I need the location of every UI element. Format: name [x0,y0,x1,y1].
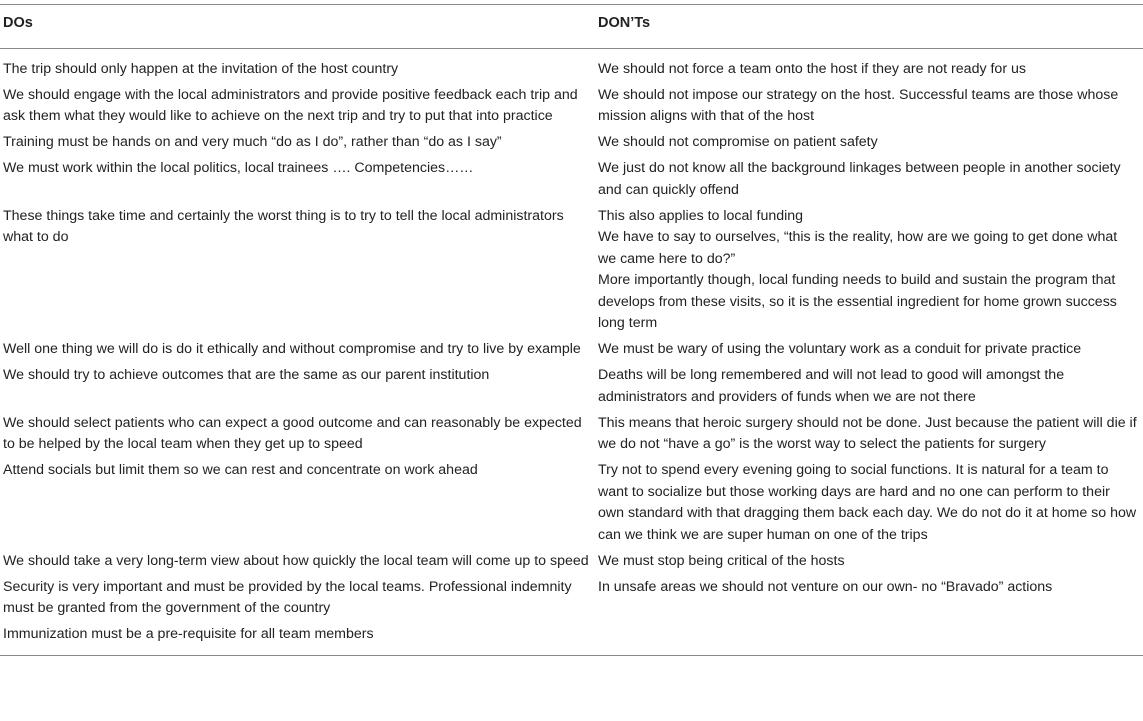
dont-text: We must be wary of using the voluntary work as a conduit for private practice [598,341,1082,357]
dont-cell [595,339,1143,365]
dont-text: This also applies to local funding [598,207,804,224]
dont-text: We have to say to ourselves, “this is the reality, how are we going to get done what we came here to do?” [598,229,1118,267]
dont-cell [595,85,1143,133]
do-cell: Immunization must be a pre-requisite for all team members [0,624,595,655]
do-cell: The trip should only happen at the invitation of the host country [3,60,399,77]
dont-text: We should not impose our strategy on the host. Successful teams are those whose mission aligns with that of the host [598,86,1119,124]
dont-text: More importantly though, local funding needs to build and sustain the program that develops from these visits, so it is the essential ingredient for home grown success long term [598,272,1117,331]
do-cell: We should engage with the local administrators and provide positive feedback each trip and ask them what they would like to achieve on the next trip and try to put that into practice [3,86,578,124]
dont-cell [595,577,1143,625]
dos-donts-table [0,4,1143,656]
dont-cell [595,413,1143,461]
table-row [0,577,1143,625]
header-row [0,5,1143,49]
table-row [0,624,1143,655]
dont-cell [595,460,1143,551]
dont-cell [595,48,1143,85]
dont-text: We should not compromise on patient safety [598,134,878,150]
dont-text: This means that heroic surgery should not be done. Just because the patient will die if we do not “have a go” is the worst way to select the patients for surgery [598,414,1137,452]
dont-cell [595,132,1143,158]
dont-text: We must stop being critical of the hosts [598,552,845,569]
dont-cell [595,206,1143,340]
dont-text: We just do not know all the background linkages between people in another society and can quickly offend [598,160,1121,198]
dont-text: Deaths will be long remembered and will not lead to good will amongst the administrators and providers of funds when we are not there [598,367,1065,405]
do-cell: Training must be hands on and very much “do as I do”, rather than “do as I say” [3,134,502,150]
table-row [0,339,1143,365]
do-cell: Security is very important and must be provided by the local teams. Professional indemnity must be granted from the government of the country [3,578,572,616]
table-row [0,365,1143,413]
dont-cell [595,365,1143,413]
do-cell: These things take time and certainly the worst thing is to try to tell the local administrators what to do [3,207,564,245]
dont-cell [595,551,1143,577]
table-row [0,206,1143,340]
column-header-donts: DON’Ts [595,5,1143,49]
table-row [0,413,1143,461]
table-row [0,85,1143,133]
table-row [0,460,1143,551]
column-header-dos: DOs [0,5,595,49]
do-cell: We should take a very long-term view about how quickly the local team will come up to speed [3,552,589,569]
table-row [0,132,1143,158]
dont-text: In unsafe areas we should not venture on our own- no “Bravado” actions [598,578,1053,595]
dont-text: We should not force a team onto the host if they are not ready for us [598,60,1026,77]
do-cell: We should select patients who can expect a good outcome and can reasonably be expected to be helped by the local team when they get up to speed [3,414,582,452]
table-row [0,551,1143,577]
do-cell: We must work within the local politics, local trainees …. Competencies…… [3,160,474,176]
table-row [0,48,1143,85]
do-cell: Attend socials but limit them so we can rest and concentrate on work ahead [3,462,478,478]
dont-cell [595,624,1143,655]
table-row [0,158,1143,206]
do-cell: Well one thing we will do is do it ethically and without compromise and try to live by example [3,341,581,357]
dont-cell [595,158,1143,206]
dont-text: Try not to spend every evening going to social functions. It is natural for a team to want to socialize but those working days are hard and no one can perform to their own standard with that dragging them back each day. We do not do it at home so how can we think we are super human on one of the trips [598,462,1137,543]
do-cell: We should try to achieve outcomes that are the same as our parent institution [3,367,490,383]
